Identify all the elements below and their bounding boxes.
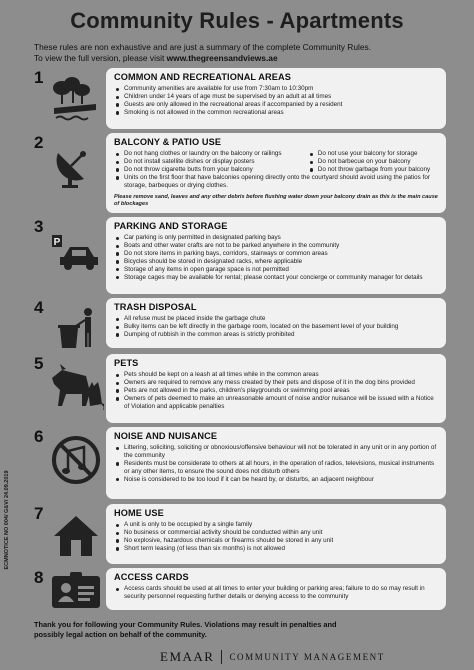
list-item: Car parking is only permitted in designated parking bays	[114, 234, 438, 242]
rule-list	[114, 315, 438, 339]
id-card-icon	[48, 570, 104, 610]
website-link[interactable]: www.thegreensandviews.ae	[166, 53, 278, 63]
pool-and-trees-icon	[48, 74, 104, 126]
rule-list-right	[308, 150, 438, 174]
emaar-logo: EMAAR	[160, 649, 215, 664]
section-number: 6	[34, 427, 44, 446]
list-item: Pets should be kept on a leash at all times while in the common areas	[114, 371, 438, 379]
section-heading: HOME USE	[114, 508, 164, 518]
list-item: Smoking is not allowed in the common recreational areas	[114, 109, 438, 117]
section-number: 1	[34, 68, 44, 87]
section-heading: NOISE AND NUISANCE	[114, 431, 218, 441]
page-title: Community Rules - Apartments	[70, 8, 404, 33]
list-item: Boats and other water crafts are not to be parked anywhere in the community	[114, 242, 438, 250]
trash-disposal-icon	[48, 304, 104, 356]
section-heading: TRASH DISPOSAL	[114, 302, 197, 312]
section-number: 8	[34, 568, 44, 587]
list-item: Pets are not allowed in the parks, children's playgrounds or swimming pool areas	[114, 387, 438, 395]
section-parking	[34, 217, 446, 294]
intro-line-1: These rules are non exhaustive and are just a summary of the complete Community Rules.	[34, 42, 372, 52]
house-icon	[48, 510, 104, 562]
intro-line-2	[34, 53, 454, 64]
section-balcony	[34, 133, 446, 213]
section-home-use	[34, 504, 446, 564]
list-item: Do not install satellite dishes or display posters	[114, 158, 304, 166]
svg-text:P: P	[53, 237, 61, 248]
list-item: Owners are required to remove any mess created by their pets and dispose of it in the dog bins provided	[114, 379, 438, 387]
rule-list	[114, 234, 438, 281]
section-heading: ACCESS CARDS	[114, 572, 189, 582]
rule-list-full	[114, 174, 438, 190]
section-card	[106, 504, 446, 564]
list-item: Littering, soliciting, soliciting or obnoxious/offensive behaviour will not be tolerated in any unit or in any portion of the community	[114, 444, 438, 460]
rule-list	[114, 585, 438, 601]
dog-and-cat-icon	[48, 360, 104, 412]
section-card	[106, 133, 446, 213]
brand-divider	[221, 650, 222, 664]
list-item: A unit is only to be occupied by a single family	[114, 521, 438, 529]
list-item: Do not use your balcony for storage	[308, 150, 438, 158]
rule-list-left	[114, 150, 304, 174]
section-access-cards	[34, 568, 446, 610]
section-card	[106, 298, 446, 348]
section-card	[106, 354, 446, 423]
list-item: Access cards should be used at all times to enter your building or parking area; failure to do so may result in security personnel requesting further details or denying access to the community	[114, 585, 438, 601]
section-heading: BALCONY & PATIO USE	[114, 137, 222, 147]
rule-columns	[114, 150, 438, 174]
list-item: No explosive, hazardous chemicals or firearms should be stored in any unit	[114, 537, 438, 545]
list-item: Residents must be considerate to others at all hours, in the operation of radios, televisions, musical instruments or any other items, to ensure the sound does not disturb others	[114, 460, 438, 476]
section-noise	[34, 427, 446, 499]
section-number: 5	[34, 354, 44, 373]
list-item: Owners of pets deemed to make an unreasonable amount of noise and/or nuisance will be issued with a Notice of Violation and applicable penalties	[114, 395, 438, 411]
section-number: 4	[34, 298, 44, 317]
list-item: Do not hang clothes or laundry on the balcony or railings	[114, 150, 304, 158]
list-item: Bicycles should be stored in designated racks, where applicable	[114, 258, 438, 266]
list-item: Children under 14 years of age must be supervised by an adult at all times	[114, 93, 438, 101]
list-item: No business or commercial activity should be conducted within any unit	[114, 529, 438, 537]
list-item: Do not throw cigarette butts from your balcony	[114, 166, 304, 174]
section-pets	[34, 354, 446, 423]
section-common-areas	[34, 68, 446, 129]
list-item: Storage cages may be available for rental; please contact your concierge or community manager for details	[114, 274, 438, 282]
parked-car-icon	[48, 223, 104, 275]
list-item: Do not throw garbage from your balcony	[308, 166, 438, 174]
list-item: Storage of any items in open garage space is not permitted	[114, 266, 438, 274]
rule-list	[114, 371, 438, 411]
no-music-noise-icon	[48, 433, 104, 485]
brand-subtitle: COMMUNITY MANAGEMENT	[229, 652, 385, 662]
section-number: 2	[34, 133, 44, 152]
list-item: Guests are only allowed in the recreational areas if accompanied by a resident	[114, 101, 438, 109]
list-item: Bulky items can be left directly in the garbage room, located on the basement level of your building	[114, 323, 438, 331]
rule-list	[114, 521, 438, 553]
section-card	[106, 568, 446, 610]
list-item: Do not store items in parking bays, corridors, stairways or common areas	[114, 250, 438, 258]
satellite-dish-icon	[48, 139, 104, 191]
balcony-note: Please remove sand, leaves and any other debris before flushing water down your balcony drain as this is the main cause of blockages	[114, 193, 438, 207]
section-card	[106, 217, 446, 294]
list-item: Noise is considered to be too loud if it can be heard by, or disturbs, an adjacent neighbour	[114, 476, 438, 484]
section-card	[106, 427, 446, 499]
notice-code	[2, 400, 12, 640]
section-number: 7	[34, 504, 44, 523]
rule-list	[114, 444, 438, 484]
list-item: Do not barbecue on your balcony	[308, 158, 438, 166]
section-heading: PETS	[114, 358, 139, 368]
notice-code-text: ECMNOTICE NO 004/ G&V/ 24.09.2019	[4, 470, 10, 570]
section-heading: COMMON AND RECREATIONAL AREAS	[114, 72, 291, 82]
list-item: Dumping of rubbish in the common areas is strictly prohibited	[114, 331, 438, 339]
section-number: 3	[34, 217, 44, 236]
list-item: Community amenities are available for use from 7:30am to 10:30pm	[114, 85, 438, 93]
brand-footer	[160, 649, 385, 665]
list-item: All refuse must be placed inside the garbage chute	[114, 315, 438, 323]
footer-notice: Thank you for following your Community Rules. Violations may result in penalties and possibly legal action on behalf of the community.	[34, 620, 337, 639]
section-card	[106, 68, 446, 129]
section-heading: PARKING AND STORAGE	[114, 221, 228, 231]
intro-text	[34, 42, 454, 64]
section-trash	[34, 298, 446, 348]
list-item: Short term leasing (of less than six months) is not allowed	[114, 545, 438, 553]
rule-list	[114, 85, 438, 117]
intro-line-2-prefix: To view the full version, please visit	[34, 53, 167, 63]
list-item: Units on the first floor that have balconies opening directly onto the courtyard should avoid using the patios for storage, barbeques or drying clothes.	[114, 174, 438, 190]
